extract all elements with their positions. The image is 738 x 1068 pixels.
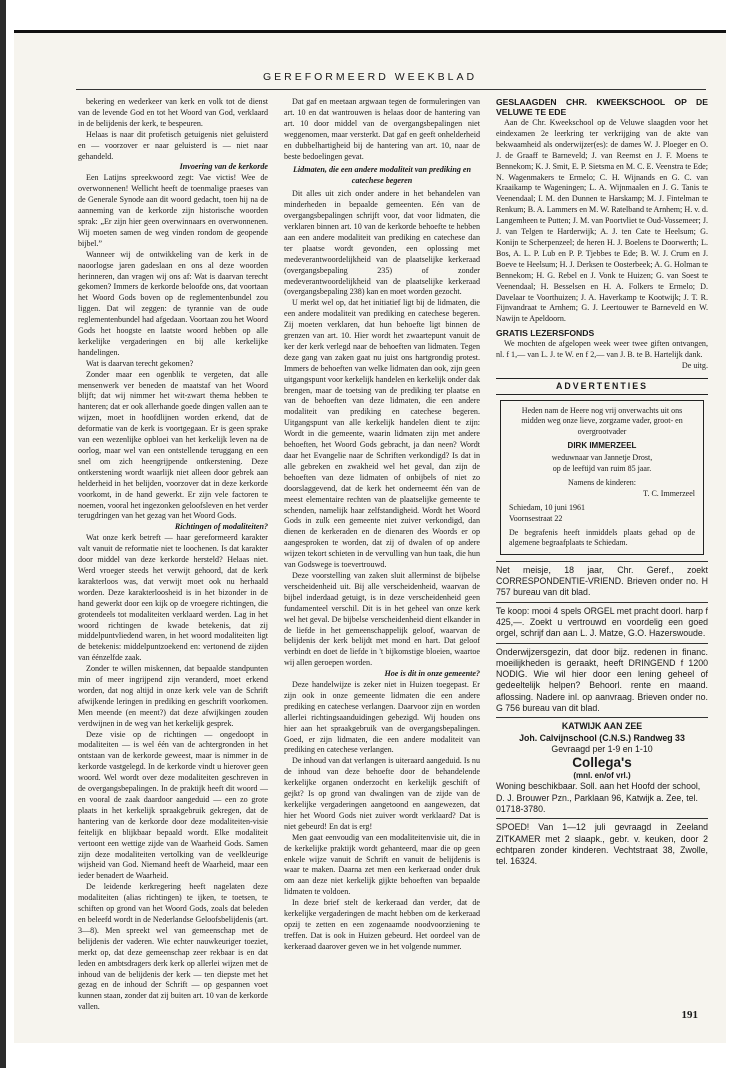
header-rule [76,89,706,90]
column-1 [78,97,268,1013]
scan-edge [0,0,6,1068]
notice-line: Namens de kinderen: [568,478,636,488]
classified-ad: Net meisje, 18 jaar, Chr. Geref., zoekt CORRESPONDENTIE-VRIEND. Brieven onder no. H 757 bureau van dit blad. [496,561,708,602]
deceased-name: DIRK IMMERZEEL [567,441,637,451]
paragraph: Deze voorstelling van zaken sluit allerminst de bijbelse verscheidenheid uit. Bij alle verscheidenheid, waarvan de bijbel inderdaad getuigt, is in deze verscheidenheid geen fundamenteel verschil. Dit is in het geheel van onze kerk wel het geval. De bijbelse verscheidenheid dient elkander in de liefde in het gemeenschappelijk geloof, waarvan de belijdenis der kerk belijdt met mond en hart. Dat geloof verbindt en doet de liefde in 't bijkomstige bloeien, waartoe wij allen geroepen worden. [284,570,480,668]
ad-line: Woning beschikbaar. Soll. aan het Hoofd der school, D. J. Brouwer Pzn., Parklaan 96, Katwijk a. Zee, tel. 01718-3780. [496,781,701,815]
death-notice [500,400,704,555]
subheading: Richtingen of modaliteiten? [174,522,268,532]
paragraph: U merkt wel op, dat het initiatief ligt bij de lidmaten, die een andere modaliteit van prediking en catechese begeren. Zij moeten verklaren, dat hun behoefte ligt binnen de grenzen van art. 10. Hier wordt het zwaartepunt vanuit de ker der kerk verlegd naar de behoeften van lidmaten. Tegen deze gang van zaken gaat nu juist ons hartgrondig protest. Immers de behoeften van welke lidmaten dan ook, zijn geen uitgangspunt voor kerkelijk handelen en kerkelijk onder dak brengen, maar de toetsing van de prediking ter plaatse en van de behoeften van deze lidmaten, die een andere modaliteit van prediking en catechese begeren. Uitgangspunt van alle kerkelijk handelen dient te zijn: Wordt in die gemeente, waarin lidmaten zijn met andere behoeften, het Woord Gods gebracht, ja dan neen? Wordt daar het Evangelie naar de Schriften verkondigd? Is dat in alle gebreken en zwakheid wel het geval, dan zijn de behoeften van deze lidmaten of onbijbels of niet zo doorslaggevend, dat de kerk het onderneemt één van de meest elementaire rechten van de plaatselijke gemeente te schenden, namelijk haar zelfstandigheid. Wordt het Woord Gods in zulk een gemeente niet zuiver verkondigd, dan dienen de kerkeraden en de dienaren des Woords er op aangesproken te worden, dat zij of dwalen of op andere wijzen tekort schieten in de vervulling van hun taak, die hun van Godswege is toevertrouwd. [284,298,480,570]
column-2 [284,97,480,953]
notice-line: weduwnaar van Jannetje Drost, [551,453,653,463]
paragraph: De leidende kerkregering heeft nagelaten deze modaliteiten (alias richtingen) te ijken, te toetsen, te schiften op grond van het Woord Gods, zoals dat beleden en beleefd wordt in de Nederlandse Geloofsbelijdenis (art. 3—8). Men spreekt wel van gemeenschap met de belijdenis der vaderen. Wie echter nauwkeuriger toeziet, merkt op, dat deze gemeenschap zeer rekbaar is en dat leden en ambtsdragers derk kerk op allerlei wijzen met de inhoud van de belijdenis der kerk — ten diepste met het gezag en de inhoud der Schrift — op gespannen voet kunnen staan, zonder dat zij buiten art. 10 van de kerkorde vallen. [78,882,268,1012]
paragraph: Een Latijns spreekwoord zegt: Vae victis! Wee de overwonnenen! Wellicht heeft de toenmalige praeses van de Generale Synode aan dit woord gedacht, toen hij na de aanneming van de kerkorde zijn historische woorden sprak: „Er zijn hier geen overwinnaars en overwonnenen. Wij moeten samen de weg vinden rondom de geopende bijbel.” [78,173,268,248]
paragraph: Helaas is naar dit profetisch getuigenis niet geluisterd en — voorzover er naar geluisterd is — niet naar gehandeld. [78,129,268,161]
column-3 [496,97,708,871]
paragraph: Dat gaf en meetaan argwaan tegen de formuleringen van art. 10 en dat wantrouwen is helaas door de hantering van art. 10 door middel van de overgangsbepalingen niet weggenomen, maar versterkt. Dat gaf en geeft onhelderheid en dubbelhartigheid bij de hantering van art. 10, naar de beste bedoelingen gevat. [284,97,480,161]
paragraph: We mochten de afgelopen week weer twee giften ontvangen, nl. f 1,— van L. J. te W. en f 2,— van J. B. te B. Hartelijk dank. [496,339,708,360]
notice-line: T. C. Immerzeel [643,488,695,498]
classified-ad: Onderwijzersgezin, dat door bijz. redenen in financ. moeilijkheden is geraakt, heeft DRINGEND f 1200 NODIG. Wie wil hier door een lening geheel of gedeeltelijk helpen? Behoorl. rente en maand. aflossing. Nadere inl. op aanvraag. Brieven onder no. G 756 bureau van dit blad. [496,643,708,718]
paragraph: Deze visie op de richtingen — ongedoopt in modaliteiten — is wel één van de achtergronden in het ontstaan van de kerkorde geweest, maar is nimmer in de kerkorde vastgelegd. In de kerkorde vindt u hierover geen woord. Wel wordt over deze modaliteiten geschreven in de overgangsbepalingen. In de praktijk heeft dit woord — en vooral de zaak daardoor aangeduid — een zo grote plaats in het kerkelijk spraakgebruik gekregen, dat de hantering van de kerkorde door deze modaliteiten-visie feitelijk en blijkbaar bepaald wordt. Elke modaliteit vertoont een wettige zijde van de Waarheid Gods. Samen zijn deze modaliteiten vertolking van de veelkleurige wijsheid van God. Niemand heeft de Waarheid, maar een ieder benadert de Waarheid. [78,729,268,881]
paragraph: bekering en wederkeer van kerk en volk tot de dienst van de levende God en tot het Woord van God, verklaard in de belijdenis der kerk, te bespeuren. [78,97,268,128]
ad-line: KATWIJK AAN ZEE [561,721,643,732]
paragraph: Wat is daarvan terecht gekomen? [86,358,194,368]
paragraph: Dit alles uit zich onder andere in het behandelen van minderheden in bepaalde gemeenten. Eén van de overgangsbepalingen schrijft voor, dat voor lidmaten, die verklaren binnen art. 10 van de kerkorde behoefte te hebben aan een andere modaliteit van prediking en catechese dan ter plaatse wordt gevonden, een oplossing met medeverantwoordelijkheid van de plaatselijke kerkeraad (overgangsbepaling 235) of zonder medeverantwoordelijkheid van de plaatselijke kerkeraad (overgangsbepaling 238) kan en moet worden gezocht. [284,189,480,297]
advertisements-heading: ADVERTENTIES [496,378,708,395]
subheading: Invoering van de kerkorde [179,162,268,172]
notice-line: De begrafenis heeft inmiddels plaats gehad op de algemene begraafplaats te Schiedam. [509,527,695,548]
paragraph: Aan de Chr. Kweekschool op de Veluwe slaagden voor het eindexamen 2e leerkring ter verkrijging van de akte van bekwaamheid als onderwijzer(es): de dames W. J. Ploeger en O. J. de Graaff te Barneveld; J. van Reemst en J. F. Moens te Bennekom; K. J. Smit, E. P. Sietsma en M. C. E. Veenstra te Ede; N. Wagenmakers te Ermelo; C. H. Wijnands en G. C. van Kraaikamp te Wageningen; L. A. Wijnmaalen en J. G. Tanis te Veenendaal; I. M. den Dunnen te Harskamp; M. J. Fintelman te Renkum; B. A. Lammers en M. W. Ratelband te Arnhem; H. v. d. Langemheen te Putten; J. M. van Poortvliet te Oud-Vossemeer; J. J. van Telgen te Harderwijk; A. J. ten Cate te Heelsum; G. Konijn te Scherpenzeel; de heren H. J. Boelens te Doorwerth; L. Bos, A. L. P. Lub en P. P. Tjebbes te Ede; B. W. J. Crum en J. Boeve te Heelsum; H. J. Derksen te Oosterbeek; A. G. Holman te Bennekom; H. G. Rebel en J. Vonk te Huizen; G. van Soest te Veenendaal; H. Besselsen en H. A. Folkers te Ermelo; D. Davelaar te Voorthuizen; J. A. Haverkamp te Kootwijk; J. T. R. Fijnvandraat te Arnhem; G. J. Leertouwer te Barneveld en W. Nawijn te Apeldoorn. [496,118,708,324]
article-heading: GRATIS LEZERSFONDS [496,328,595,339]
classified-ad: SPOED! Van 1—12 juli gevraagd in Zeeland ZITKAMER met 2 slaapk., gebr. v. keuken, door 2 echtparen zonder kinderen. Vechtstraat 38, Zwolle, tel. 16324. [496,818,708,870]
school-ad [496,717,708,818]
paragraph: Zonder te willen miskennen, dat bepaalde standpunten min of meer ingrijpend zijn veranderd, moet erkend worden, dat nog altijd in onze kerk vele van de Schrift afwijkende leringen in prediking en geschrift voorkomen. Men meende (en meent?) dat deze afwijkingen zouden verdwijnen in de weg van het kerkelijk gesprek. [78,664,268,728]
notice-line: Schiedam, 10 juni 1961 [509,503,585,513]
newspaper-page [14,30,726,1043]
classified-ad: Te koop: mooi 4 spels ORGEL met pracht doorl. harp f 425,—. Zoekt u vertrouwd en voordelig een goed orgel, schrijf dan aan L. J. Matze, G.O. Hazerswoude. [496,602,708,643]
ad-headline: Collega's [572,755,632,771]
signature: De uitg. [681,361,708,371]
paragraph: Men gaat eenvoudig van een modaliteitenvisie uit, die in de kerkelijke praktijk wordt gehanteerd, maar die op geen enkele wijze vanuit de Schrift en vanuit de belijdenis is waar te maken. Daarna zet men een kerkeraad onder druk om aan deze niet kerkelijk gijkte behoeften van bepaalde lidmaten te voldoen. [284,832,480,897]
notice-intro: Heden nam de Heere nog vrij onverwachts uit ons midden weg onze lieve, zorgzame vader, groot- en overgrootvader [521,405,683,436]
article-heading: GESLAAGDEN CHR. KWEEKSCHOOL OP DE VELUWE TE EDE [496,97,708,117]
subheading: Hoe is dit in onze gemeente? [384,669,480,679]
page-header: GEREFORMEERD WEEKBLAD [262,71,478,83]
ad-line: (mnl. en/of vrl.) [573,771,631,781]
paragraph: De inhoud van dat verlangen is uiteraard aangeduid. Is nu de inhoud van deze behoefte door de behandelende kerkelijke organen onderzocht en kerkelijk geschift of gejkt? Is op grond van dwalingen van de zijde van de kerkelijke vergaderingen aangetoond en aangewezen, dat hier het Woord Gods niet zuiver wordt verklaard? Dat is niet gebeurd! En dat is erg! [284,756,480,831]
paragraph: Zonder maar een ogenblik te vergeten, dat alle mensenwerk ver beneden de maatstaf van het Woord blijft; dat wij nimmer het wit-zwart thema hebben te hanteren; dat er ook allerhande goede dingen vallen aan te wijzen, moet in hoofdlijnen worden erkend, dat de deformatie van de kerk is voortgegaan. Er is geen sprake van een wezenlijke opbloei van het kerkelijk leven na de oorlog, maar wel van een ontstellende teruggang en een snel om zich heengrijpende ontkerstening. Deze ontkerstening wordt waarlijk niet alleen door gebrek aan helderheid in het belijden, voorzover dat in deze kerkorde voorkomt, in de hand gewerkt. Er zijn vele factoren te noemen, vooral het ingezonken geloofsleven en het verder terugdringen van het gezag van het Woord Gods. [78,369,268,521]
ad-line: Gevraagd per 1-9 en 1-10 [551,743,653,754]
paragraph: Wanneer wij de ontwikkeling van de kerk in de naoorlogse jaren gadeslaan en ons al deze woorden herinneren, dan vragen wij ons af: Wat is daarvan terecht gekomen? Immers de kerkorde beloofde ons, dat voortaan het Woord Gods boven op de reglementenbundel zou liggen. Dat wil zeggen: de tyrannie van de oude reglementenbundel had afgedaan. Voortaan zou het Woord Gods het hoogste en laatste woord hebben op alle kerkelijke vergaderingen en bij alle kerkelijke handelingen. [78,249,268,357]
paragraph: Deze handelwijze is zeker niet in Huizen toegepast. Er zijn ook in onze gemeente lidmaten die een andere prediking en catechese verlangen. Daarvoor zijn en worden allerlei richtingsaanduidingen gebezigd. Wij houden ons hier aan het spraakgebruik van de overgangsbepalingen. Goed, er zijn lidmaten, die een andere modaliteit van prediking en catechese verlangen. [284,680,480,755]
paragraph: In deze brief stelt de kerkeraad dan verder, dat de kerkelijke vergaderingen de macht hebben om de kerkeraad opzij te zetten en een zogenaamde noodvoorziening te treffen. Dat is ook in Huizen gebeurd. Het oordeel van de kerkeraad daarover geven we in het volgende nummer. [284,898,480,951]
notice-line: Voornsestraat 22 [509,513,563,523]
subheading: Lidmaten, die een andere modaliteit van prediking en catechese begeren [292,165,472,186]
page-number: 191 [681,1009,698,1021]
notice-line: op de leeftijd van ruim 85 jaar. [552,463,652,473]
paragraph: Wat onze kerk betreft — haar gereformeerd karakter valt vanuit de reformatie niet te loochenen. Is dat karakter door middel van deze kerkorde hersteld? Helaas niet. Werd vroeger steeds het verwijt gehoord, dat de kerk karakterloos was, dat verwijt moet ook nu herhaald worden. Deze karakterloosheid is in het bizonder in de hand gewerkt door een kijk op de vroegere richtingen, die grotendeels tot modaliteiten verklaard werden. Lag in het woord richtingen de kwade betekenis, dat zij middelpuntvliedend waren, in het woord modaliteiten ligt de betekenis: middelpuntzoekend en: vertonend de zijden van éénzelfde zaak. [78,533,268,663]
ad-line: Joh. Calvijnschool (C.N.S.) Randweg 33 [519,732,685,743]
